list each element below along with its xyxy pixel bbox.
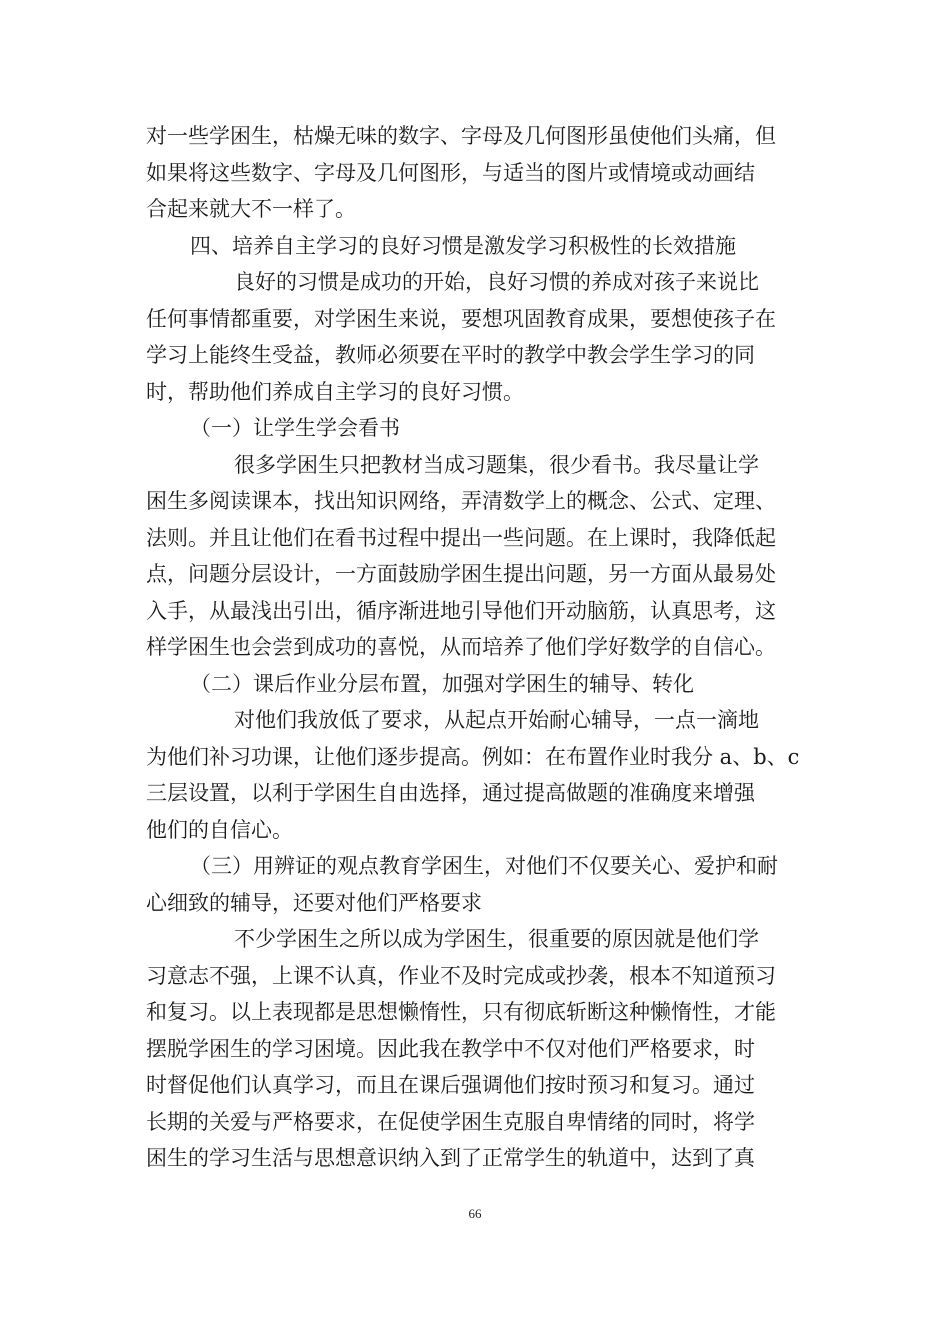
text-line: 任何事情都重要，对学困生来说，要想巩固教育成果，要想使孩子在 xyxy=(146,306,776,331)
text-line: 良好的习惯是成功的开始，良好习惯的养成对孩子来说比 xyxy=(234,270,759,294)
text-line: 对他们我放低了要求，从起点开始耐心辅导，一点一滴地 xyxy=(234,708,759,732)
text-line: 不少学困生之所以成为学困生，很重要的原因就是他们学 xyxy=(234,927,759,951)
text-line: 样学困生也会尝到成功的喜悦，从而培养了他们学好数学的自信心。 xyxy=(146,635,776,659)
text-line: （三）用辨证的观点教育学困生，对他们不仅要关心、爱护和耐 xyxy=(190,854,778,878)
text-line: （一）让学生学会看书 xyxy=(190,416,400,440)
text-line: 合起来就大不一样了。 xyxy=(146,197,356,221)
text-line: 时督促他们认真学习，而且在课后强调他们按时预习和复习。通过 xyxy=(146,1073,755,1097)
text-line: 三层设置，以利于学困生自由选择，通过提高做题的准确度来增强 xyxy=(146,781,755,805)
text-line: 困生的学习生活与思想意识纳入到了正常学生的轨道中，达到了真 xyxy=(146,1146,755,1170)
text-line: 心细致的辅导，还要对他们严格要求 xyxy=(146,890,482,915)
text-line: 对一些学困生，枯燥无味的数字、字母及几何图形虽使他们头痛，但 xyxy=(146,124,776,148)
text-line: 摆脱学困生的学习困境。因此我在教学中不仅对他们严格要求，时 xyxy=(146,1036,755,1061)
text-line: 入手，从最浅出引出，循序渐进地引导他们开动脑筋，认真思考，这 xyxy=(146,598,776,623)
text-line: 长期的关爱与严格要求，在促使学困生克服自卑情绪的同时，将学 xyxy=(146,1109,755,1134)
text-line: 习意志不强，上课不认真，作业不及时完成或抄袭，根本不知道预习 xyxy=(146,963,776,988)
text-line: 很多学困生只把教材当成习题集，很少看书。我尽量让学 xyxy=(234,452,759,477)
text-line: 法则。并且让他们在看书过程中提出一些问题。在上课时，我降低起 xyxy=(146,525,776,550)
text-line: 四、培养自主学习的良好习惯是激发学习积极性的长效措施 xyxy=(190,233,736,258)
text-line: 学习上能终生受益，教师必须要在平时的教学中教会学生学习的同 xyxy=(146,343,755,367)
text-line: 困生多阅读课本，找出知识网络，弄清数学上的概念、公式、定理、 xyxy=(146,489,776,513)
text-line: 他们的自信心。 xyxy=(146,817,293,842)
text-line: （二）课后作业分层布置，加强对学困生的辅导、转化 xyxy=(190,671,694,696)
document-body xyxy=(146,118,806,1177)
text-line: 点，问题分层设计，一方面鼓励学困生提出问题，另一方面从最易处 xyxy=(146,562,776,586)
text-line: 如果将这些数字、字母及几何图形，与适当的图片或情境或动画结 xyxy=(146,160,755,185)
text-line: 为他们补习功课，让他们逐步提高。例如：在布置作业时我分 a、b、c xyxy=(146,744,800,769)
page-number: 66 xyxy=(468,1206,482,1221)
text-line: 和复习。以上表现都是思想懒惰性，只有彻底斩断这种懒惰性，才能 xyxy=(146,1000,776,1024)
text-line: 时，帮助他们养成自主学习的良好习惯。 xyxy=(146,379,524,404)
